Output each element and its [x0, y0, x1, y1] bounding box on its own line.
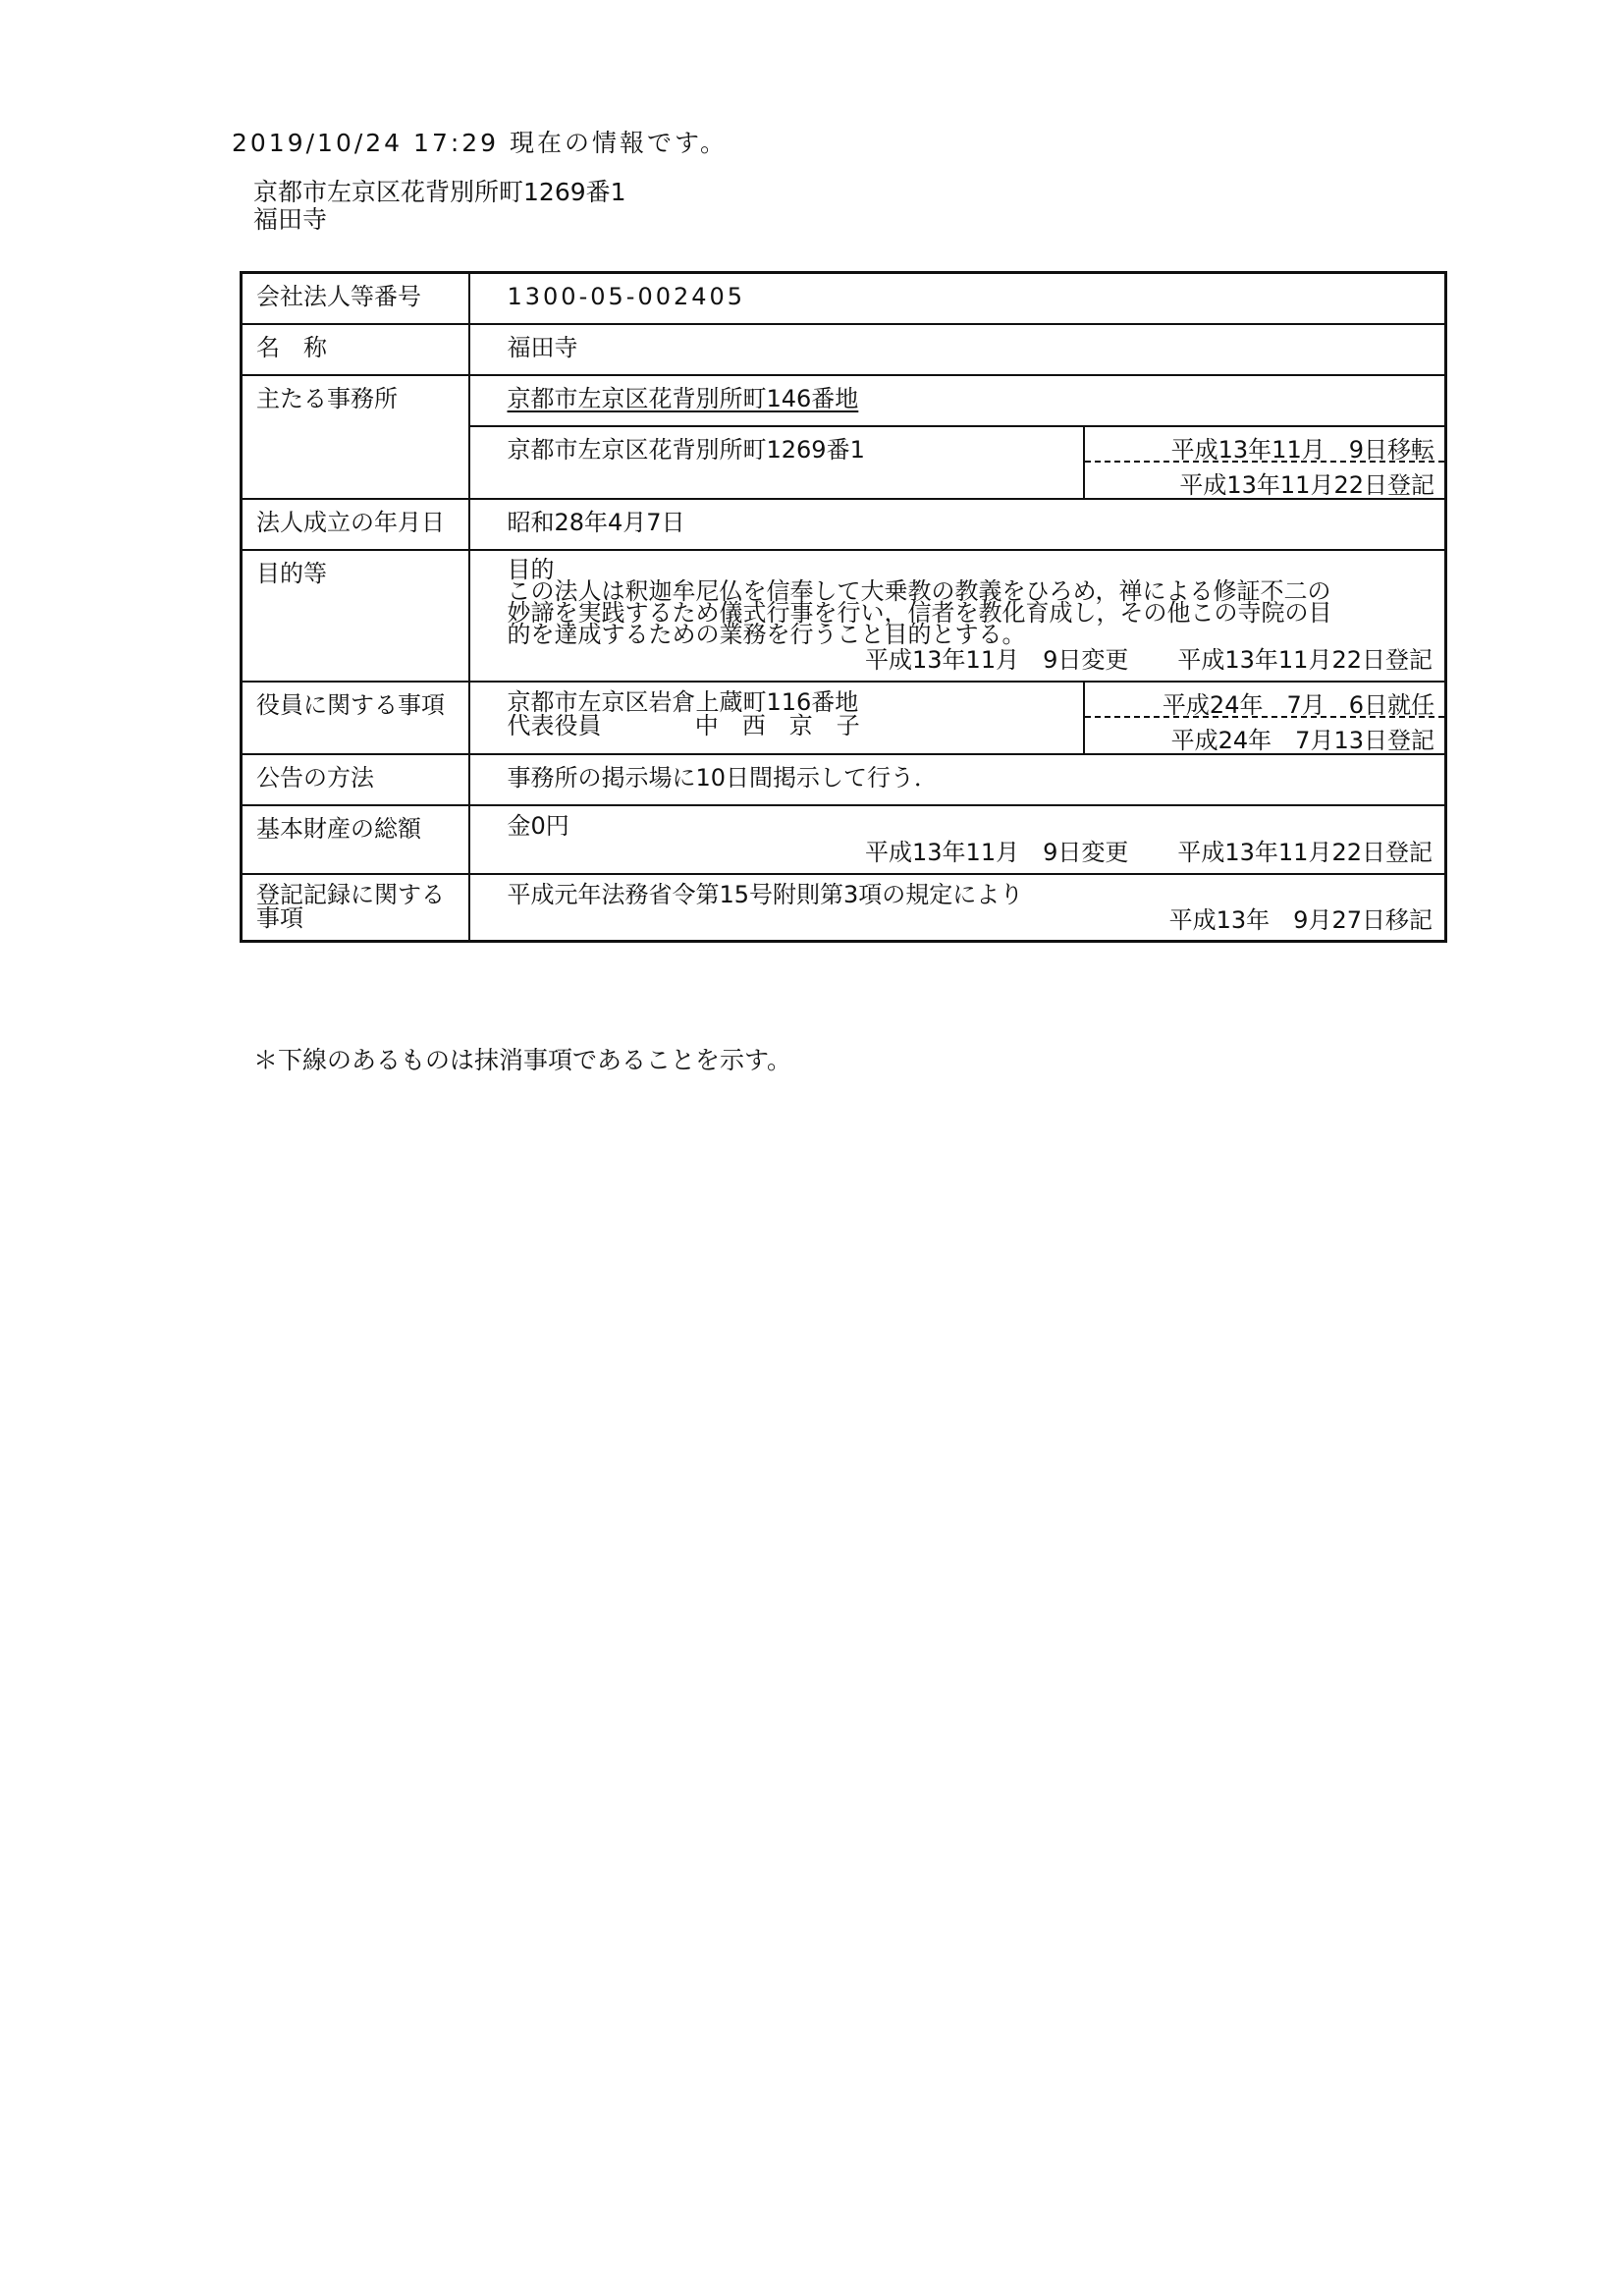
label-purpose: 目的等 [242, 550, 469, 682]
row-purpose [242, 550, 1446, 682]
records-date: 平成13年 9月27日移記 [1168, 905, 1433, 934]
value-established: 昭和28年4月7日 [507, 508, 685, 536]
label-established: 法人成立の年月日 [242, 499, 469, 550]
office-date-registered: 平成13年11月22日登記 [1179, 470, 1434, 499]
value-office-old: 京都市左京区花背別所町146番地 [507, 384, 859, 412]
row-established [242, 499, 1446, 550]
label-records [242, 874, 469, 942]
row-officers [242, 682, 1446, 754]
row-records [242, 874, 1446, 942]
header-address: 京都市左京区花背別所町1269番1 [253, 178, 626, 206]
label-assets: 基本財産の総額 [242, 805, 469, 874]
footnote: ＊下線のあるものは抹消事項であることを示す。 [253, 1046, 792, 1074]
purpose-line-3: 的を達成するための業務を行うこと目的とする。 [507, 620, 1026, 648]
purpose-heading: 目的 [507, 555, 555, 583]
value-notice: 事務所の掲示場に10日間掲示して行う． [507, 763, 939, 792]
label-officers: 役員に関する事項 [242, 682, 469, 754]
officer-address: 京都市左京区岩倉上蔵町116番地 [507, 687, 859, 716]
label-corp-number: 会社法人等番号 [242, 273, 469, 324]
row-notice [242, 754, 1446, 805]
purpose-registered: 平成13年11月22日登記 [1177, 645, 1433, 674]
label-notice: 公告の方法 [242, 754, 469, 805]
label-records-line-1: 登記記録に関する [256, 880, 445, 908]
assets-changed: 平成13年11月 9日変更 [865, 838, 1129, 866]
row-assets [242, 805, 1446, 874]
value-assets: 金0円 [507, 811, 569, 840]
label-name: 名 称 [242, 324, 469, 375]
label-office: 主たる事務所 [242, 375, 469, 499]
row-name [242, 324, 1446, 375]
timestamp-line: 2019/10/24 17:29 現在の情報です。 [232, 129, 729, 157]
registry-table [240, 271, 1447, 943]
officer-role: 代表役員 [507, 711, 602, 739]
value-records: 平成元年法務省令第15号附則第3項の規定により [507, 880, 1024, 908]
value-corp-number: 1300-05-002405 [507, 283, 746, 310]
assets-registered: 平成13年11月22日登記 [1177, 838, 1433, 866]
purpose-line-2: 妙諦を実践するため儀式行事を行い，信者を教化育成し，その他この寺院の目 [507, 598, 1332, 627]
officer-person: 中 西 京 子 [694, 711, 860, 739]
officer-date-registered: 平成24年 7月13日登記 [1170, 726, 1434, 754]
purpose-changed: 平成13年11月 9日変更 [865, 645, 1129, 674]
label-records-line-2: 事項 [256, 903, 303, 932]
row-office [242, 375, 1446, 499]
officer-date-appointed: 平成24年 7月 6日就任 [1085, 683, 1444, 718]
value-name: 福田寺 [507, 333, 578, 361]
officer-role-line [507, 711, 1072, 739]
row-corp-number [242, 273, 1446, 324]
purpose-line-1: この法人は釈迦牟尼仏を信奉して大乗教の教義をひろめ，禅による修証不二の [507, 576, 1331, 605]
value-office-new: 京都市左京区花背別所町1269番1 [507, 435, 865, 464]
office-date-moved: 平成13年11月 9日移転 [1085, 427, 1444, 463]
header-name: 福田寺 [253, 205, 328, 234]
